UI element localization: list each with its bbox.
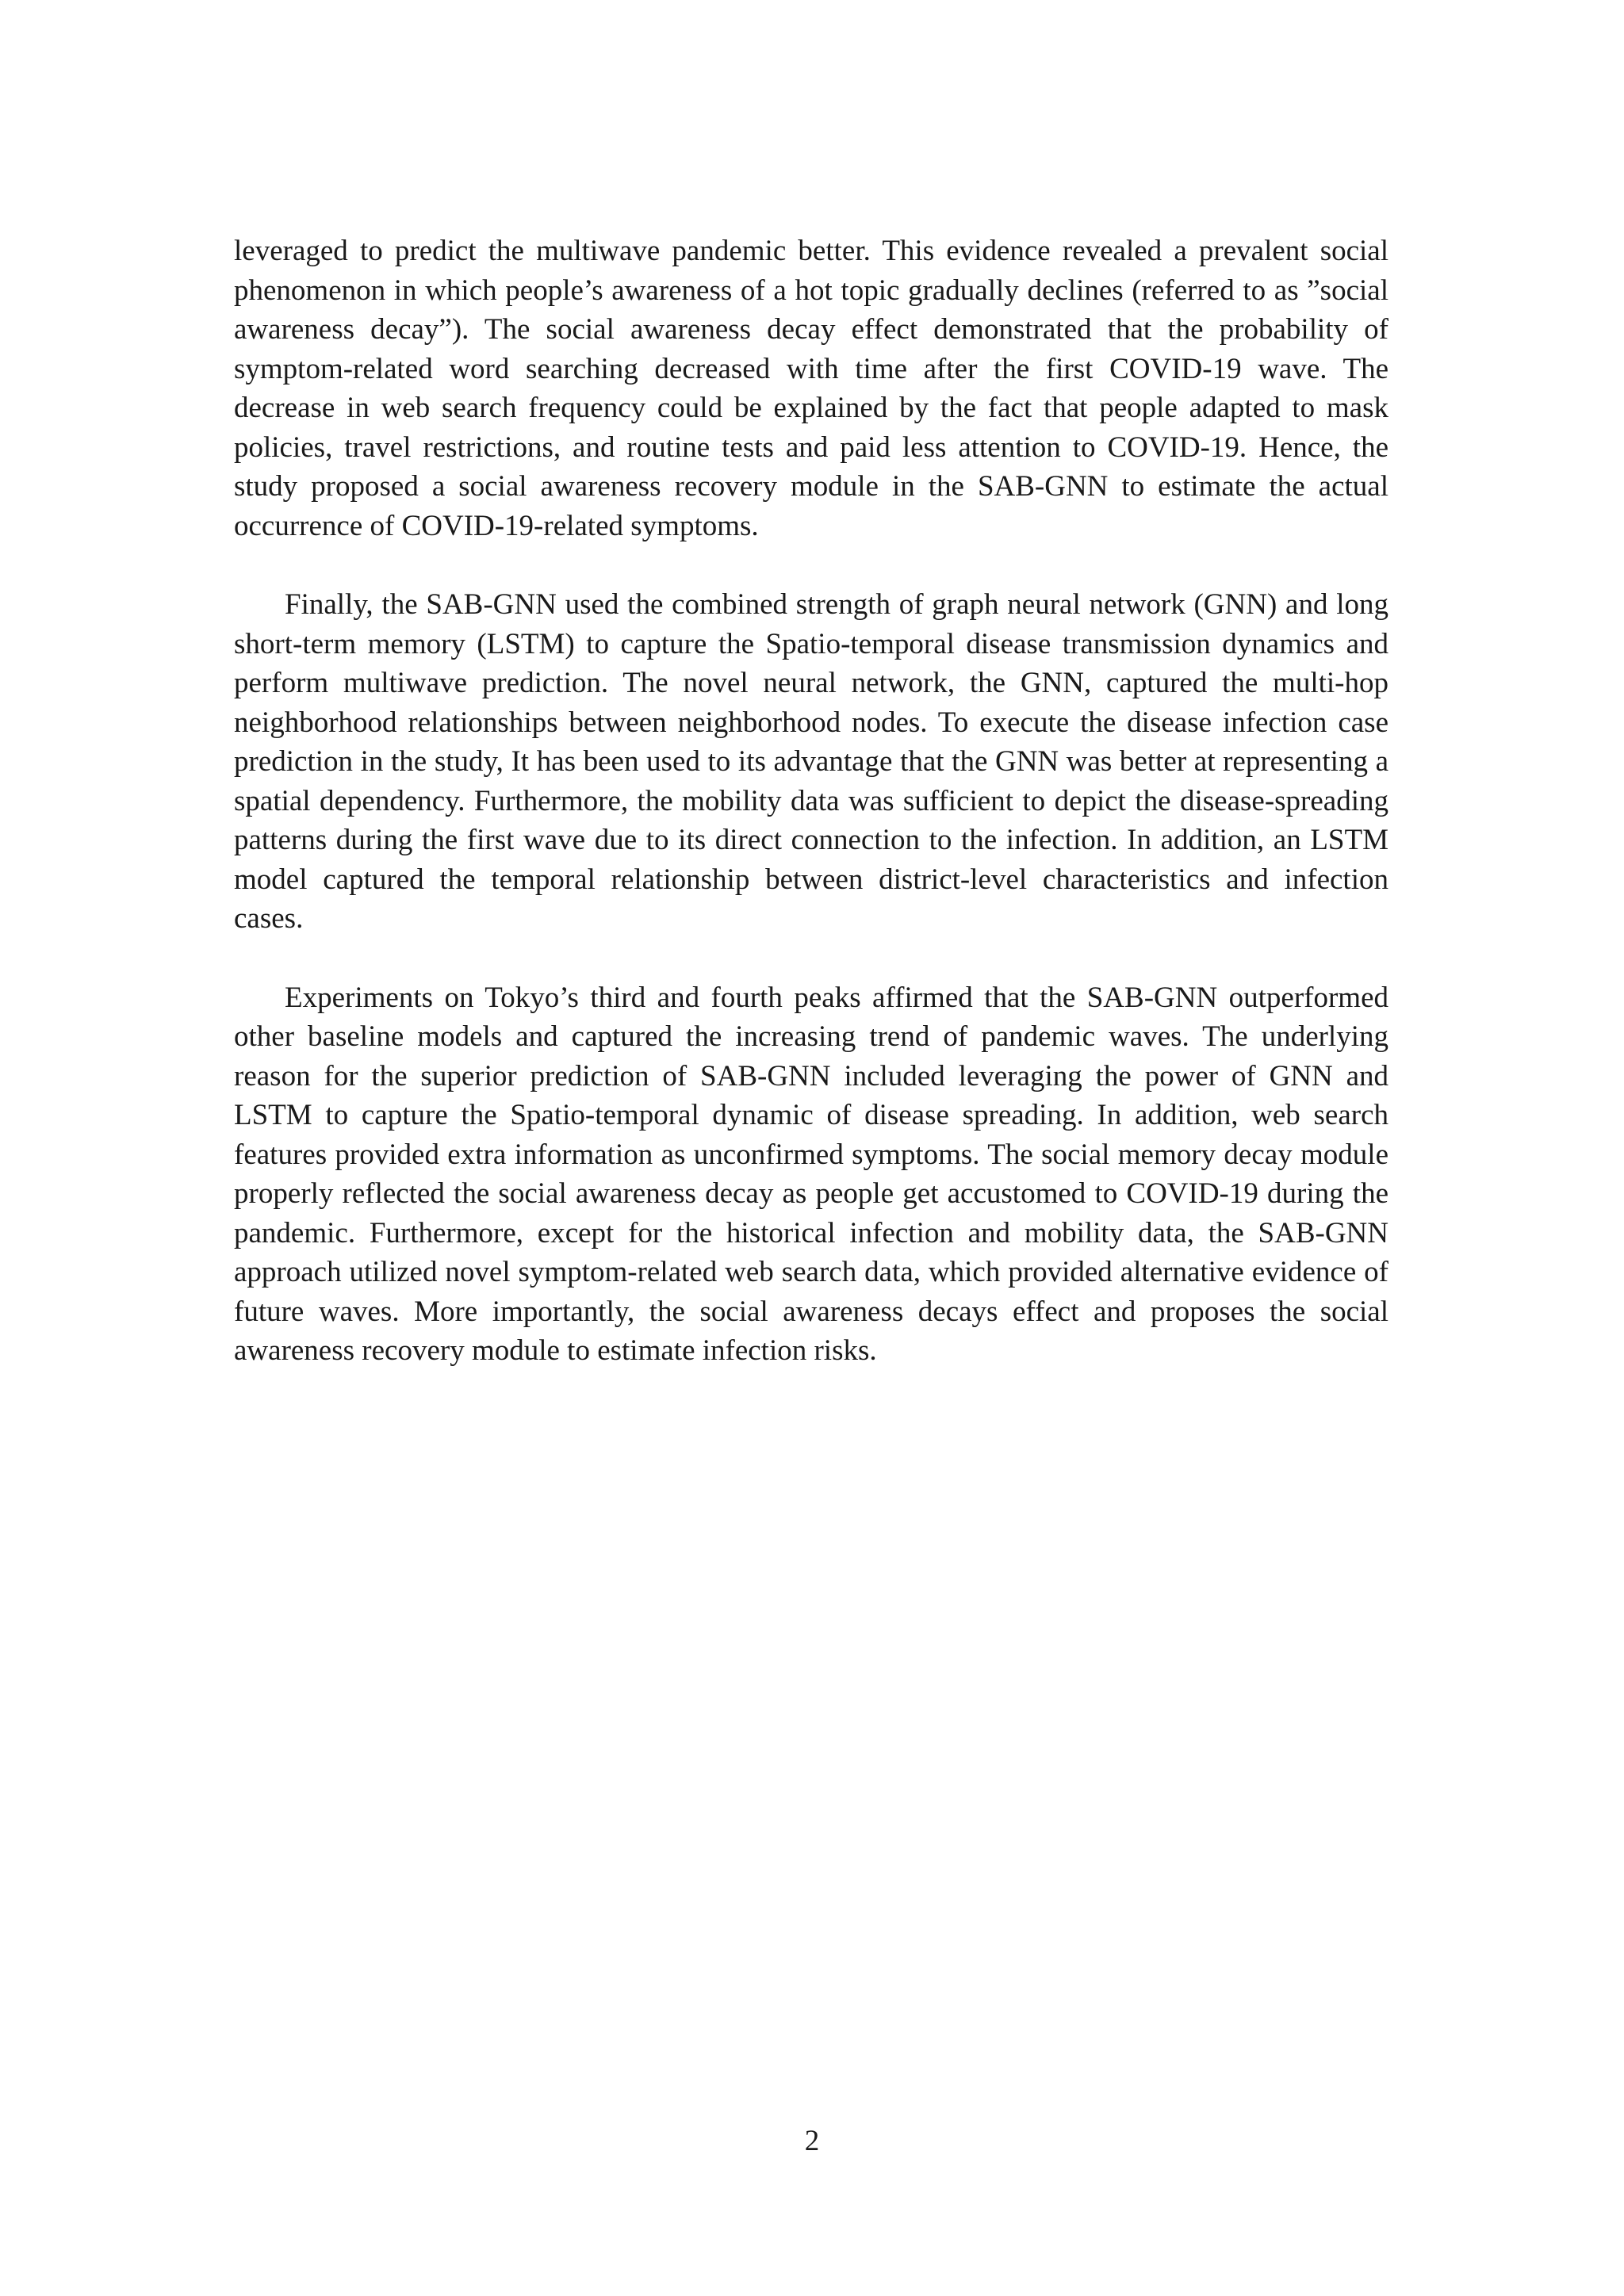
body-text (234, 232, 1388, 1371)
paragraph-2: Finally, the SAB-GNN used the combined strength of graph neural network (GNN) and long short-term memory (LSTM) to capture the Spatio-temporal disease transmission dynamics and perform multiwave prediction. The novel neural network, the GNN, captured the multi-hop neighborhood relationships between neighborhood nodes. To execute the disease infection case prediction in the study, It has been used to its advantage that the GNN was better at representing a spatial dependency. Furthermore, the mobility data was sufficient to depict the disease-spreading patterns during the first wave due to its direct connection to the infection. In addition, an LSTM model captured the temporal relationship between district-level characteristics and infection cases. (234, 588, 1388, 935)
paragraph-3: Experiments on Tokyo’s third and fourth peaks affirmed that the SAB-GNN outperformed other baseline models and captured the increasing trend of pandemic waves. The underlying reason for the superior prediction of SAB-GNN included leveraging the power of GNN and LSTM to capture the Spatio-temporal dynamic of disease spreading. In addition, web search features provided extra information as unconfirmed symptoms. The social memory decay module properly reflected the social awareness decay as people get accustomed to COVID-19 during the pandemic. Furthermore, except for the historical infection and mobility data, the SAB-GNN approach utilized novel symptom-related web search data, which provided alternative evidence of future waves. More importantly, the social awareness decays effect and proposes the social awareness recovery module to estimate infection risks. (234, 981, 1388, 1367)
page-number: 2 (804, 2125, 820, 2157)
paragraph-1: leveraged to predict the multiwave pandemic better. This evidence revealed a prevalent social phenomenon in which people’s awareness of a hot topic gradually declines (referred to as ”social awareness decay”). The social awareness decay effect demonstrated that the probability of symptom-related word searching decreased with time after the first COVID-19 wave. The decrease in web search frequency could be explained by the fact that people adapted to mask policies, travel restrictions, and routine tests and paid less attention to COVID-19. Hence, the study proposed a social awareness recovery module in the SAB-GNN to estimate the actual occurrence of COVID-19-related symptoms. (234, 235, 1388, 542)
